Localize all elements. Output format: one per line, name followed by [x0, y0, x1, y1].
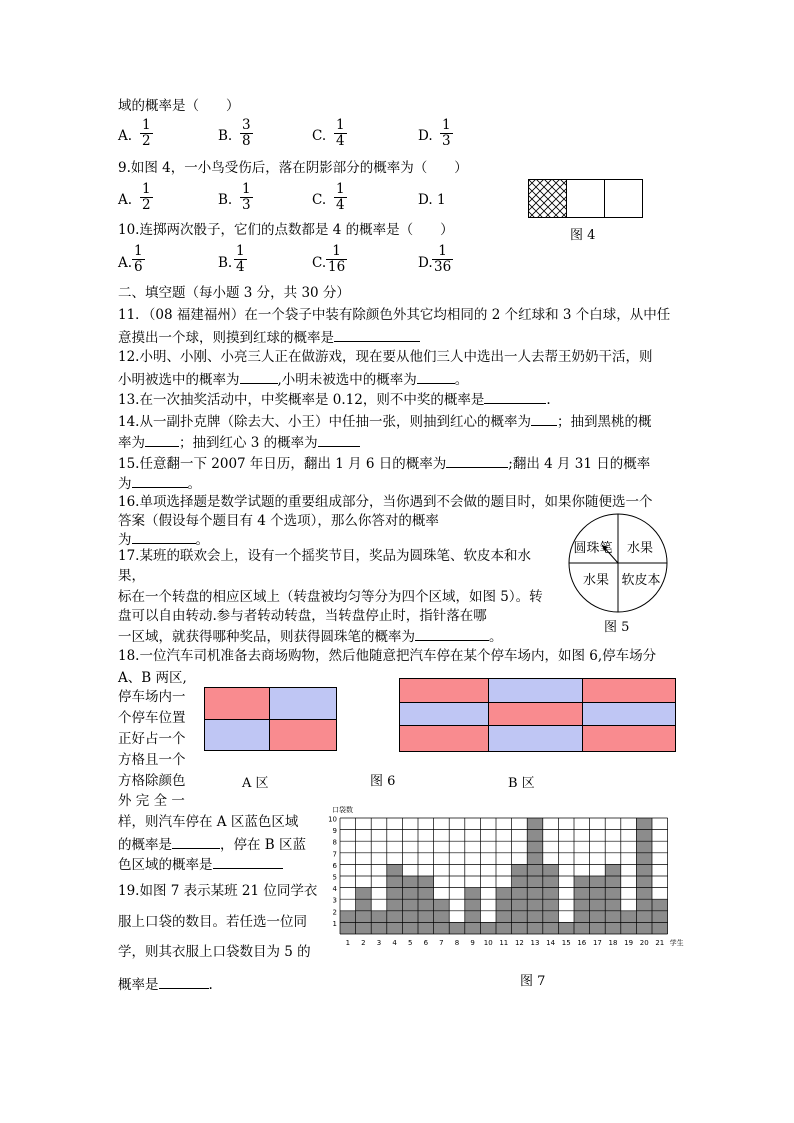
q12-line-1: 12.小明、小刚、小亮三人正在做游戏，现在要从他们三人中选出一人去帮王奶奶干活，则	[118, 349, 653, 365]
q10-option-a: A.	[118, 255, 133, 271]
x-tick-label: 10	[483, 939, 493, 947]
figure-4-shaded-squares	[528, 179, 644, 219]
spinner-label-bottom-right: 软皮本	[621, 573, 661, 588]
q14-answer-blank-2[interactable]	[145, 433, 179, 447]
q10-stem: 10.连掷两次骰子，它们的点数都是 4 的概率是（ ）	[118, 222, 454, 238]
q16-line-3: 为 。	[118, 532, 209, 548]
q18-side-line: A、B 两区,	[118, 670, 187, 686]
figure-5-spinner	[566, 512, 670, 614]
q18-side-line: 停车场内一	[118, 689, 186, 705]
q8-stem-tail: 域的概率是（ ）	[118, 98, 240, 114]
q18-side-line: 方格除颜色	[118, 773, 186, 789]
y-tick-label: 8	[332, 838, 337, 847]
q11-answer-blank[interactable]	[334, 328, 420, 342]
q8-option-b: B.	[218, 128, 233, 144]
q10-option-d-fraction: $\frac{1}{36}$	[434, 243, 452, 275]
q10-option-a-fraction: $\frac{1}{6}$	[134, 243, 143, 275]
y-tick-label: 2	[332, 908, 337, 917]
bar-student-7	[434, 899, 450, 934]
x-axis-label: 学生	[669, 939, 684, 947]
q10-option-b: B.	[218, 255, 233, 271]
figure-5-caption: 图 5	[604, 620, 630, 635]
q9-option-b-fraction: $\frac{1}{3}$	[242, 181, 251, 213]
q14-answer-blank-1[interactable]	[531, 412, 557, 426]
q18-side-line: 方格且一个	[118, 752, 186, 768]
q16-line-2: 答案（假设每个题目有 4 个选项），那么你答对的概率	[118, 513, 439, 529]
x-tick-label: 4	[392, 939, 397, 947]
x-tick-label: 15	[561, 939, 571, 947]
q18-line-10: 色区域的概率是	[118, 855, 283, 874]
q18-answer-blank-1[interactable]	[172, 835, 220, 849]
x-tick-label: 17	[592, 939, 602, 947]
q9-option-a-fraction: $\frac{1}{2}$	[142, 181, 151, 213]
q17-line-4: 盘可以自由转动.参与者转动转盘，当转盘停止时，指针落在哪	[118, 608, 487, 624]
bar-student-8	[449, 922, 465, 934]
q16-line-1: 16.单项选择题是数学试题的重要组成部分，当你遇到不会做的题目时，如果你随便选一个	[118, 494, 653, 510]
q8-option-d: D.	[418, 128, 433, 144]
q19-line-1: 19.如图 7 表示某班 21 位同学衣	[118, 883, 318, 899]
parking-zone-b	[399, 678, 677, 753]
q8-option-c-fraction: $\frac{1}{4}$	[336, 117, 345, 149]
q12-answer-blank-1[interactable]	[240, 370, 278, 384]
q18-side-line: 外 完 全 一	[118, 793, 185, 809]
bar-student-21	[652, 899, 668, 934]
x-tick-label: 12	[514, 939, 524, 947]
bar-student-6	[418, 876, 434, 934]
q19-line-2: 服上口袋的数目。若任选一位同	[118, 914, 307, 930]
q11-line-1: 11．（08 福建福州）在一个袋子中装有除颜色外其它均相同的 2 个红球和 3 个白球，从中任	[118, 307, 671, 323]
q15-line-1: 15.任意翻一下 2007 年日历，翻出 1 月 6 日的概率为 ;翻出 4 月 31 日的概率	[118, 456, 651, 472]
x-tick-label: 9	[470, 939, 475, 947]
x-tick-label: 19	[624, 939, 634, 947]
q8-option-a-fraction: $\frac{1}{2}$	[142, 117, 151, 149]
figure-6-caption: 图 6	[370, 774, 396, 789]
spinner-label-bottom-left: 水果	[582, 573, 610, 588]
figure-7-pocket-chart	[320, 798, 684, 966]
q14-answer-blank-3[interactable]	[318, 433, 360, 447]
x-tick-label: 20	[639, 939, 649, 947]
q19-line-4: 概率是 .	[118, 977, 213, 993]
x-tick-label: 8	[454, 939, 460, 947]
q10-option-d: D.	[418, 255, 433, 271]
x-tick-label: 5	[407, 939, 413, 947]
x-tick-label: 13	[530, 939, 540, 947]
figure-7-caption: 图 7	[520, 974, 546, 989]
y-tick-label: 3	[332, 896, 337, 905]
q12-answer-blank-2[interactable]	[417, 370, 455, 384]
q9-option-a: A.	[118, 192, 133, 208]
q8-option-b-fraction: $\frac{3}{8}$	[242, 117, 251, 149]
bar-student-16	[574, 876, 590, 934]
q12-line-2: 小明被选中的概率为 ,小明未被选中的概率为 。	[118, 372, 469, 388]
q10-option-c: C.	[312, 255, 327, 271]
q17-line-2: 果，	[118, 568, 145, 584]
q8-option-d-fraction: $\frac{1}{3}$	[442, 117, 451, 149]
q10-option-b-fraction: $\frac{1}{4}$	[236, 243, 245, 275]
x-tick-label: 16	[577, 939, 587, 947]
q17-answer-blank[interactable]	[415, 627, 489, 641]
q17-line-1: 17.某班的联欢会上，设有一个摇奖节目，奖品为圆珠笔、软皮本和水	[118, 548, 531, 564]
parking-zone-a	[204, 687, 338, 752]
q11-line-2: 意摸出一个球，则摸到红球的概率是	[118, 328, 420, 347]
x-tick-label: 14	[546, 939, 556, 947]
q18-answer-blank-2[interactable]	[213, 855, 283, 869]
q8-option-c: C.	[312, 128, 327, 144]
y-tick-label: 10	[328, 815, 337, 824]
y-tick-label: 6	[332, 861, 337, 870]
q8-option-a: A.	[118, 128, 133, 144]
q16-answer-blank[interactable]	[132, 530, 196, 544]
bar-student-17	[590, 876, 606, 934]
section-2-heading: 二、填空题（每小题 3 分，共 30 分）	[118, 285, 350, 301]
x-tick-label: 11	[499, 939, 509, 947]
y-axis-label: 口袋数	[332, 806, 353, 814]
q13-answer-blank[interactable]	[484, 390, 546, 404]
y-tick-label: 5	[332, 873, 337, 882]
q19-answer-blank[interactable]	[159, 975, 209, 989]
q18-line-9: 的概率是 ，停在 B 区蓝	[118, 837, 307, 853]
x-tick-label: 7	[439, 939, 444, 947]
bar-student-10	[480, 922, 496, 934]
y-tick-label: 1	[332, 919, 337, 928]
spinner-label-top-left: 圆珠笔	[573, 541, 613, 556]
q19-line-3: 学，则其衣服上口袋数目为 5 的	[118, 944, 311, 960]
x-tick-label: 6	[423, 939, 429, 947]
x-tick-label: 3	[376, 939, 382, 947]
spinner-label-top-right: 水果	[626, 541, 654, 556]
zone-a-label: A 区	[242, 776, 269, 791]
q9-option-b: B.	[218, 192, 233, 208]
x-tick-label: 18	[608, 939, 618, 947]
q17-line-5: 一区域，就获得哪种奖品，则获得圆珠笔的概率为 。	[118, 629, 503, 645]
x-tick-label: 2	[361, 939, 366, 947]
q18-side-line: 个停车位置	[118, 710, 186, 726]
q14-line-2: 率为 ；抽到红心 3 的概率为	[118, 433, 360, 452]
y-tick-label: 7	[332, 850, 337, 859]
q18-line-1: 18.一位汽车司机准备去商场购物，然后他随意把汽车停在某个停车场内，如图 6,停车场分	[118, 648, 657, 664]
x-tick-label: 1	[345, 939, 351, 947]
bar-student-15	[558, 922, 574, 934]
q18-line-8: 样，则汽车停在 A 区蓝色区域	[118, 814, 299, 830]
q15-line-2: 为 。	[118, 476, 201, 492]
y-tick-label: 4	[332, 885, 337, 894]
q13-line: 13.在一次抽奖活动中，中奖概率是 0.12，则不中奖的概率是 .	[118, 392, 551, 408]
figure-4-caption: 图 4	[570, 228, 596, 243]
q9-option-c-fraction: $\frac{1}{4}$	[336, 181, 345, 213]
q17-line-3: 标在一个转盘的相应区域上（转盘被均匀等分为四个区域，如图 5）。转	[118, 589, 543, 605]
x-tick-label: 21	[655, 939, 665, 947]
q10-option-c-fraction: $\frac{1}{16}$	[328, 243, 346, 275]
q15-answer-blank-2[interactable]	[132, 474, 188, 488]
q9-option-c: C.	[312, 192, 327, 208]
q15-answer-blank-1[interactable]	[446, 454, 508, 468]
y-tick-label: 9	[332, 827, 337, 836]
q18-side-line: 正好占一个	[118, 731, 186, 747]
q9-stem: 9.如图 4，一小鸟受伤后，落在阴影部分的概率为（ ）	[118, 160, 468, 176]
zone-b-label: B 区	[508, 776, 535, 791]
bar-student-5	[402, 876, 418, 934]
q14-line-1: 14.从一副扑克牌（除去大、小王）中任抽一张，则抽到红心的概率为 ；抽到黑桃的概	[118, 414, 652, 430]
q9-option-d: D. 1	[418, 192, 446, 208]
